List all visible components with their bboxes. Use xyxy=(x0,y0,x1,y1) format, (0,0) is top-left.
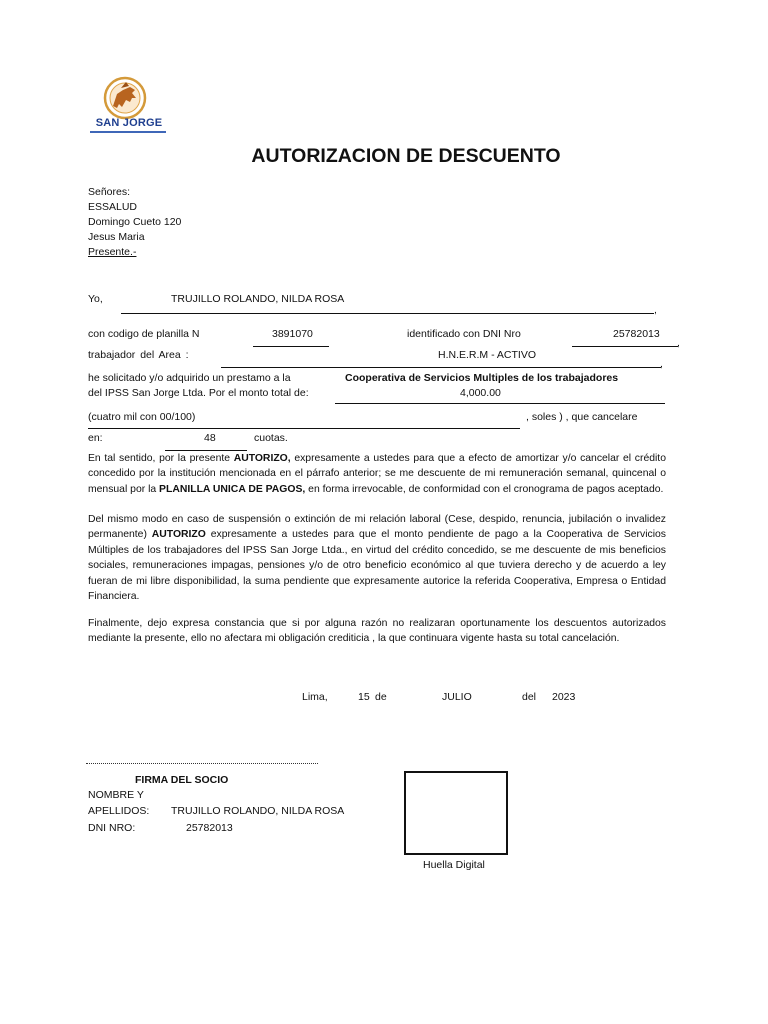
date-city: Lima, xyxy=(302,691,328,703)
dni-value: 25782013 xyxy=(613,328,660,340)
text-run: expresamente a ustedes para que el monto pendiente de pago a la Cooperativa de Servicios Múltiples de los trabajadores del IPSS San Jorge Ltda., en virtud del crédito concedido, se me descuente de mis beneficios sociales, remuneraciones impagas, pensiones y/o de otro beneficio económico al que tuviera derecho y de acuerdo a ley fueran de mi libre disponibilidad, la suma pendiente que expresamente autorice la referida Cooperativa, Empresa o Entidad Financiera. xyxy=(88,529,666,603)
date-de: de xyxy=(375,691,387,703)
loan-text-continued: del IPSS San Jorge Ltda. Por el monto total de: xyxy=(88,387,309,399)
addressee-salutation: Señores: xyxy=(88,186,131,198)
addressee-presente: Presente.- xyxy=(88,246,137,258)
signature-label: FIRMA DEL SOCIO xyxy=(135,774,229,786)
text-run: En tal sentido, por la presente xyxy=(88,453,234,464)
text-run: en forma irrevocable, de conformidad con el cronograma de pagos aceptado. xyxy=(305,483,664,495)
amount-underline xyxy=(335,403,665,404)
soles-text: , soles ) , que cancelare xyxy=(526,411,638,423)
addressee-district: Jesus Maria xyxy=(88,231,145,243)
loan-cooperative: Cooperativa de Servicios Multiples de los trabajadores xyxy=(345,372,619,384)
fingerprint-label: Huella Digital xyxy=(423,859,485,871)
area-underline xyxy=(221,367,661,368)
dni-label: identificado con DNI Nro xyxy=(407,328,521,340)
member-name: TRUJILLO ROLANDO, NILDA ROSA xyxy=(171,293,345,305)
termination-paragraph xyxy=(88,512,666,604)
bold-text-run: PLANILLA UNICA DE PAGOS, xyxy=(159,483,306,495)
nombre-label: NOMBRE Y xyxy=(88,789,144,801)
date-day: 15 xyxy=(358,691,370,703)
loan-amount: 4,000.00 xyxy=(460,387,501,399)
date-del: del xyxy=(522,691,537,703)
final-paragraph: Finalmente, dejo expresa constancia que si por alguna razón no realizaran oportunamente los descuentos autorizados mediante la presente, ello no afectara mi obligación crediticia , la que continuara vigente hasta su total cancelación. xyxy=(88,618,666,645)
dni-comma: , xyxy=(677,337,680,349)
loan-text: he solicitado y/o adquirido un prestamo a la xyxy=(88,372,291,384)
date-year: 2023 xyxy=(552,691,576,703)
logo-tagline xyxy=(90,131,166,133)
authorization-paragraph xyxy=(88,451,666,497)
addressee-street: Domingo Cueto 120 xyxy=(88,216,182,228)
logo-wordmark: SAN JORGE xyxy=(95,117,163,129)
signer-dni-label: DNI NRO: xyxy=(88,822,136,834)
area-label: trabajador del Area : xyxy=(88,349,189,361)
planilla-value: 3891070 xyxy=(272,328,313,340)
planilla-underline xyxy=(253,346,329,347)
planilla-label: con codigo de planilla N xyxy=(88,328,200,340)
text-run: expresamente a ustedes para que a efecto de amortizar y/o cancelar el crédito concedido por la institución mencionada en el párrafo anterior; se me descuente de mi remuneración semanal, quincenal o mensual por la xyxy=(88,453,666,495)
name-comma: , xyxy=(654,304,657,316)
date-month: JULIO xyxy=(442,691,472,703)
cuotas-value: 48 xyxy=(204,432,216,444)
bold-text-run: AUTORIZO, xyxy=(233,453,291,464)
bold-text-run: AUTORIZO xyxy=(151,529,206,541)
name-underline xyxy=(121,313,654,314)
area-value: H.N.E.R.M - ACTIVO xyxy=(438,349,537,361)
fingerprint-box xyxy=(404,771,508,855)
signature-line xyxy=(86,763,318,764)
signer-name: TRUJILLO ROLANDO, NILDA ROSA xyxy=(171,805,345,817)
document-title: AUTORIZACION DE DESCUENTO xyxy=(251,145,561,167)
amount-in-words: (cuatro mil con 00/100) xyxy=(88,411,196,423)
cuotas-label: cuotas. xyxy=(254,432,288,444)
signer-dni: 25782013 xyxy=(186,822,233,834)
en-label: en: xyxy=(88,432,103,444)
amount-words-underline xyxy=(88,428,520,429)
yo-label: Yo, xyxy=(88,293,103,305)
apellidos-label: APELLIDOS: xyxy=(88,805,150,817)
addressee-entity: ESSALUD xyxy=(88,201,138,213)
area-comma: , xyxy=(660,358,663,370)
dni-underline xyxy=(572,346,678,347)
text-run: Del mismo modo en caso de suspensión o extinción de mi relación laboral (Cese, despido, renuncia, jubilación o invalidez permanente) xyxy=(88,514,666,541)
